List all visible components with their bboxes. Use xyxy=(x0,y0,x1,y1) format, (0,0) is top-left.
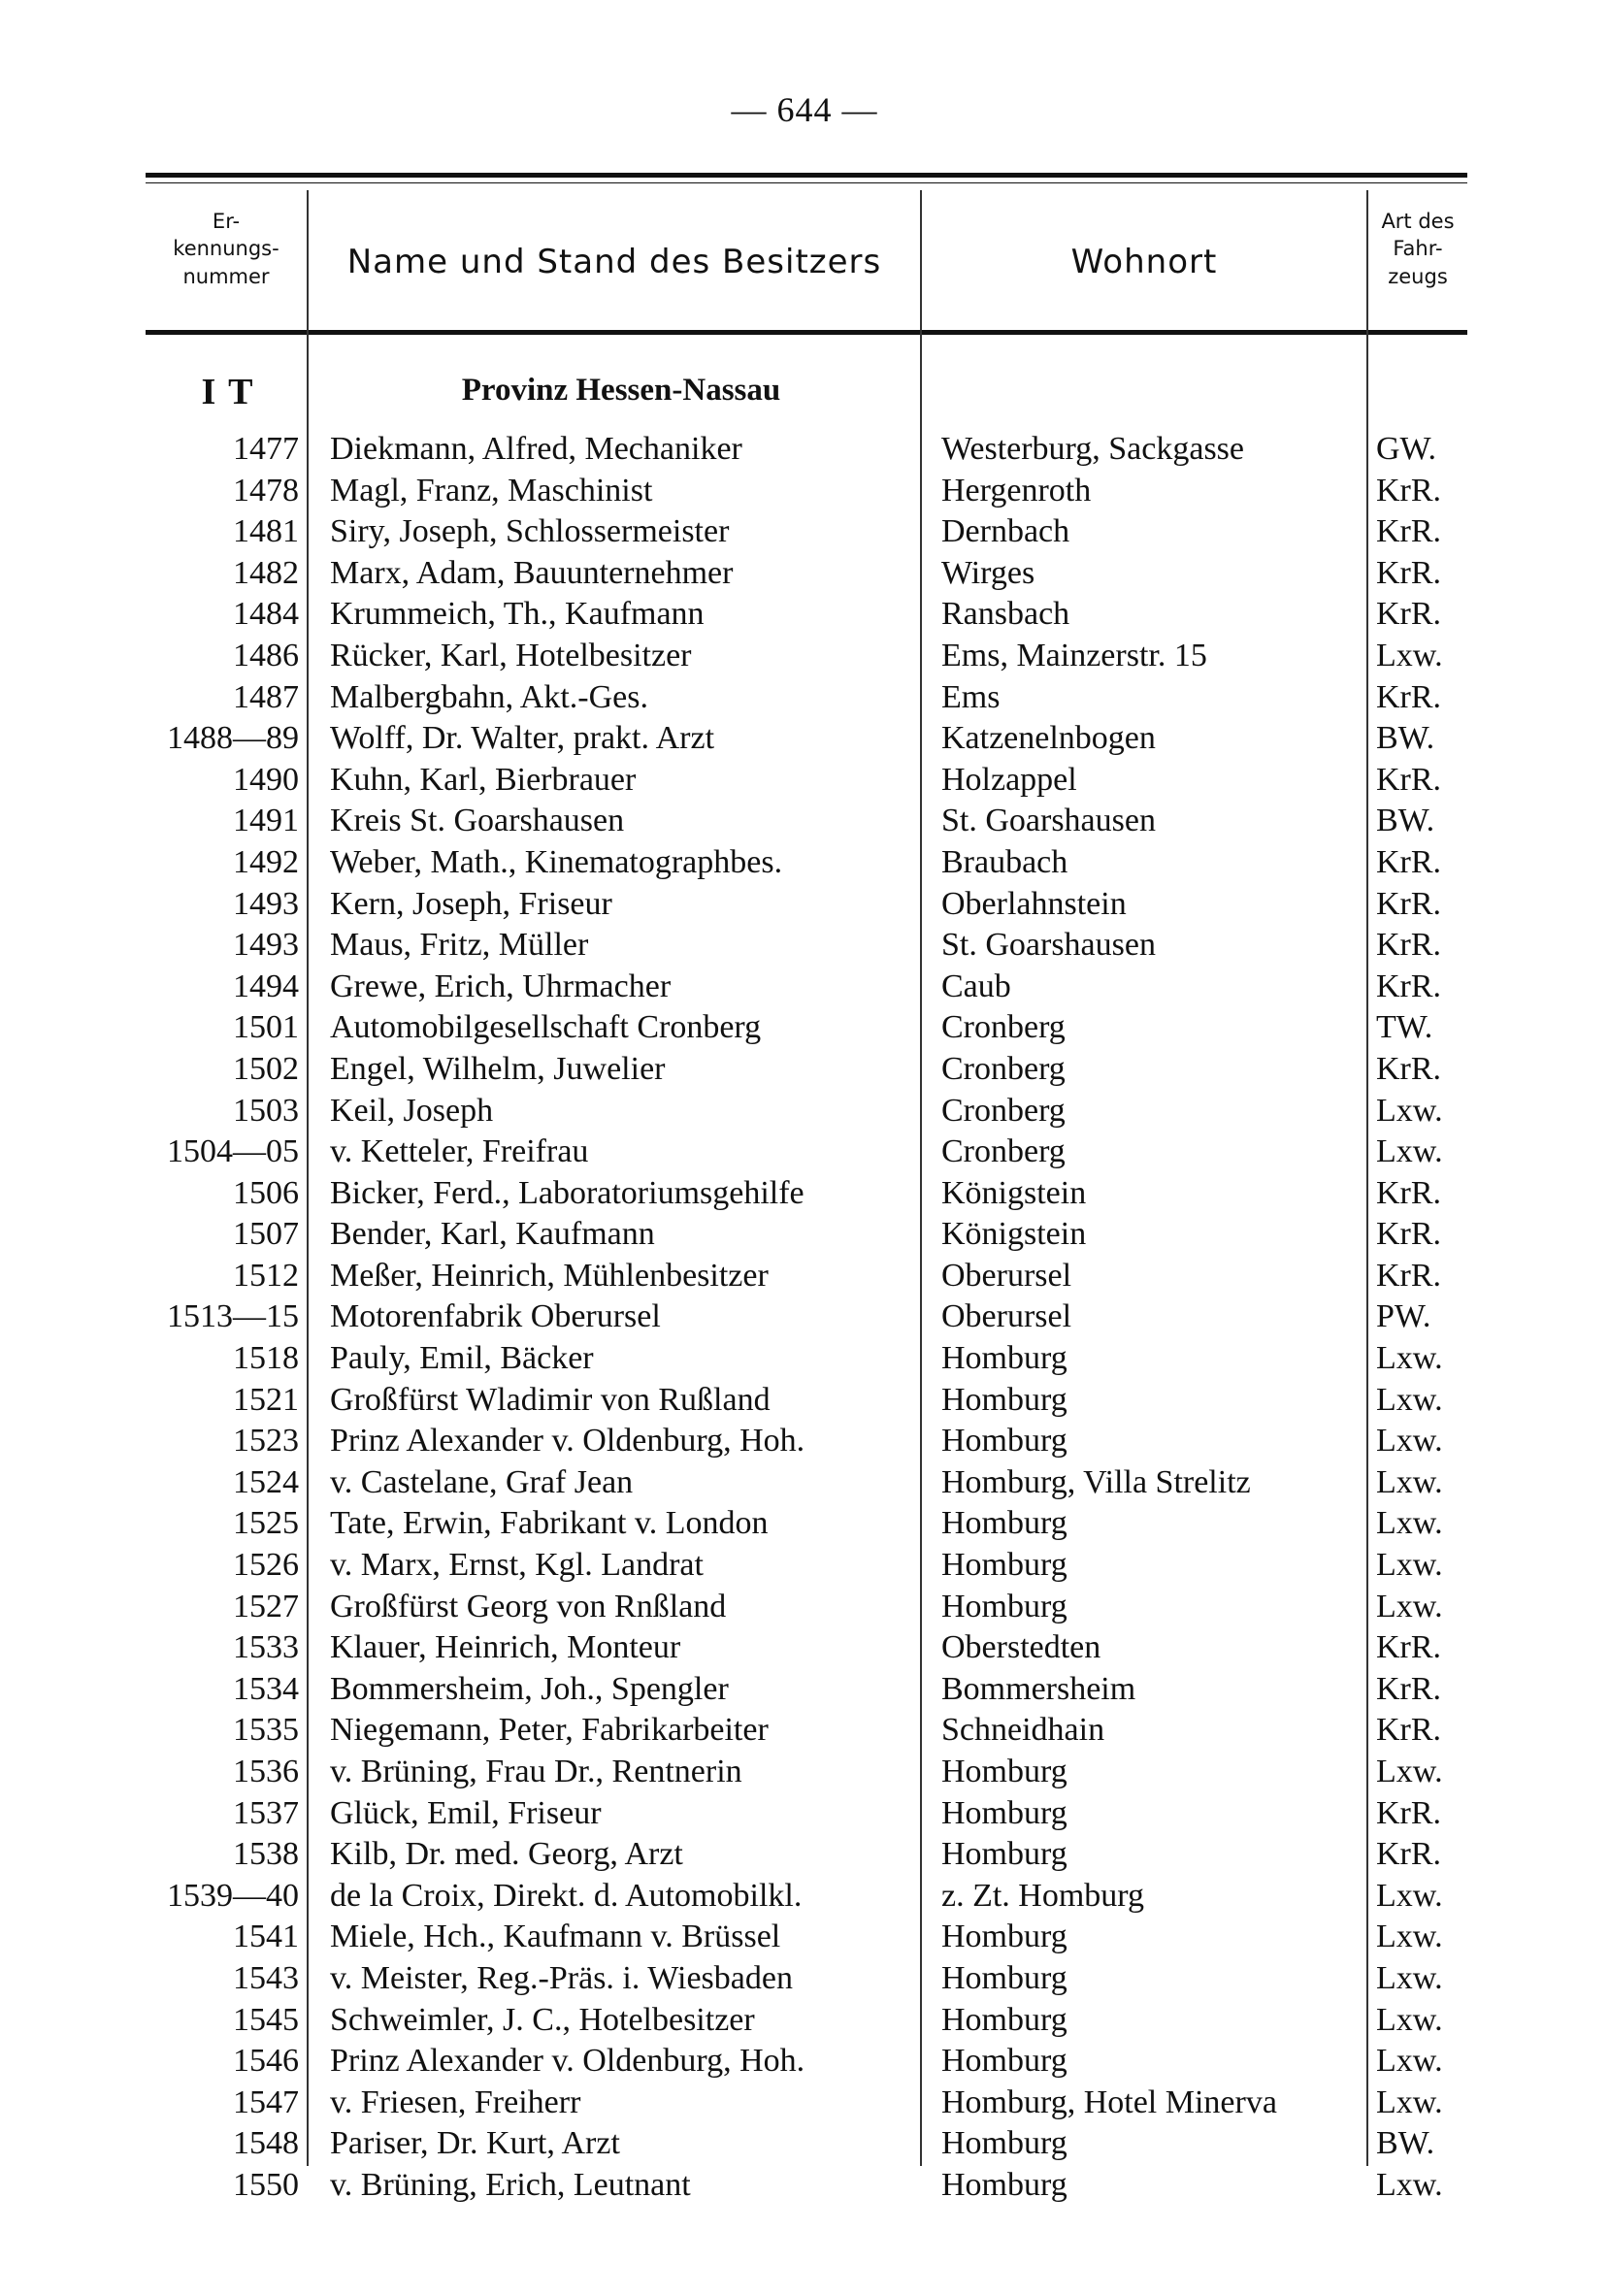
owner-name: Großfürst Wladimir von Rußland xyxy=(330,1381,771,1418)
registration-number: 1526 xyxy=(233,1547,299,1584)
header-number-column xyxy=(146,208,307,290)
table-row xyxy=(0,884,1609,926)
table-row xyxy=(0,1958,1609,2000)
owner-name: v. Meister, Reg.-Präs. i. Wiesbaden xyxy=(330,1959,793,1996)
owner-name: Weber, Math., Kinematographbes. xyxy=(330,843,783,880)
residence: St. Goarshausen xyxy=(941,803,1156,839)
residence: Oberursel xyxy=(941,1257,1072,1294)
registration-number: 1539—40 xyxy=(167,1877,299,1914)
vehicle-type: Lxw. xyxy=(1376,1547,1443,1584)
residence: Ems, Mainzerstr. 15 xyxy=(941,637,1207,673)
owner-name: Bommersheim, Joh., Spengler xyxy=(330,1670,729,1707)
registration-number: 1538 xyxy=(233,1836,299,1873)
owner-name: v. Brüning, Erich, Leutnant xyxy=(330,2166,691,2203)
residence: Westerburg, Sackgasse xyxy=(941,431,1244,467)
header-number-line-3: nummer xyxy=(182,264,270,288)
registration-number: 1507 xyxy=(233,1216,299,1253)
registration-number: 1524 xyxy=(233,1463,299,1500)
vehicle-type: Lxw. xyxy=(1376,2166,1443,2203)
vehicle-type: BW. xyxy=(1376,2125,1435,2162)
table-row xyxy=(0,1380,1609,1422)
owner-name: Bender, Karl, Kaufmann xyxy=(330,1216,655,1253)
registration-number: 1491 xyxy=(233,803,299,839)
registration-number: 1518 xyxy=(233,1340,299,1377)
owner-name: v. Brüning, Frau Dr., Rentnerin xyxy=(330,1754,742,1789)
residence: Homburg xyxy=(941,2043,1067,2080)
owner-name: Diekmann, Alfred, Mechaniker xyxy=(330,431,742,467)
residence: Homburg xyxy=(941,1381,1067,1418)
vehicle-type: Lxw. xyxy=(1376,1877,1443,1914)
vehicle-type: KrR. xyxy=(1376,554,1442,591)
section-title: Provinz Hessen-Nassau xyxy=(461,373,781,408)
vehicle-type: Lxw. xyxy=(1376,1919,1443,1955)
table-row xyxy=(0,1834,1609,1876)
table-row xyxy=(0,1503,1609,1545)
header-type-column xyxy=(1368,208,1467,290)
table-row xyxy=(0,1917,1609,1958)
vehicle-type: KrR. xyxy=(1376,1836,1442,1873)
header-top-rule-thin xyxy=(146,182,1467,183)
vehicle-type: Lxw. xyxy=(1376,1463,1443,1500)
residence: Cronberg xyxy=(941,1009,1066,1046)
table-row xyxy=(0,1421,1609,1462)
registration-number: 1486 xyxy=(233,637,299,673)
owner-name: Kuhn, Karl, Bierbrauer xyxy=(330,761,637,798)
registration-number: 1487 xyxy=(233,678,299,715)
table-row xyxy=(0,801,1609,842)
vehicle-type: KrR. xyxy=(1376,885,1442,922)
registration-number: 1512 xyxy=(233,1257,299,1294)
table-row xyxy=(0,1173,1609,1215)
owner-name: Meßer, Heinrich, Mühlenbesitzer xyxy=(330,1257,769,1294)
table-row xyxy=(0,636,1609,677)
registration-number: 1490 xyxy=(233,761,299,798)
owner-name: Grewe, Erich, Uhrmacher xyxy=(330,968,672,1004)
vehicle-type: Lxw. xyxy=(1376,1340,1443,1377)
owner-name: Keil, Joseph xyxy=(330,1092,494,1129)
residence: Oberstedten xyxy=(941,1629,1101,1666)
owner-name: Maus, Fritz, Müller xyxy=(330,927,589,964)
owner-name: Automobilgesellschaft Cronberg xyxy=(330,1009,762,1046)
registration-number: 1503 xyxy=(233,1092,299,1129)
residence: Wirges xyxy=(941,554,1035,591)
residence: Homburg xyxy=(941,1340,1067,1377)
owner-name: Kern, Joseph, Friseur xyxy=(330,885,612,922)
header-top-rule xyxy=(146,173,1467,178)
residence: Homburg, Villa Strelitz xyxy=(941,1463,1251,1500)
residence: Braubach xyxy=(941,843,1068,880)
owner-name: Schweimler, J. C., Hotelbesitzer xyxy=(330,2001,755,2038)
table-row xyxy=(0,1132,1609,1173)
table-row xyxy=(0,2000,1609,2042)
table-row xyxy=(0,760,1609,802)
table-row xyxy=(0,1091,1609,1132)
table-row xyxy=(0,553,1609,595)
table-row xyxy=(0,1669,1609,1711)
owner-name: Prinz Alexander v. Oldenburg, Hoh. xyxy=(330,1423,805,1460)
table-row xyxy=(0,471,1609,512)
header-type-line-3: zeugs xyxy=(1388,264,1448,288)
registration-number: 1477 xyxy=(233,431,299,467)
header-number-line-1: Er- xyxy=(212,210,241,233)
section-code: I T xyxy=(201,372,255,412)
registration-number: 1504—05 xyxy=(167,1133,299,1170)
owner-name: Niegemann, Peter, Fabrikarbeiter xyxy=(330,1712,769,1749)
vehicle-type: BW. xyxy=(1376,803,1435,839)
vehicle-type: KrR. xyxy=(1376,927,1442,964)
table-row xyxy=(0,1545,1609,1587)
owner-name: v. Ketteler, Freifrau xyxy=(330,1133,589,1170)
vehicle-type: KrR. xyxy=(1376,843,1442,880)
owner-name: Klauer, Heinrich, Monteur xyxy=(330,1629,681,1666)
table-row xyxy=(0,1627,1609,1669)
residence: Ems xyxy=(941,678,1001,715)
residence: Ransbach xyxy=(941,596,1070,633)
vehicle-type: KrR. xyxy=(1376,1712,1442,1749)
residence: Oberursel xyxy=(941,1298,1072,1335)
table-row xyxy=(0,1462,1609,1504)
table-row xyxy=(0,2165,1609,2207)
vehicle-type: KrR. xyxy=(1376,1174,1442,1211)
registration-number: 1543 xyxy=(233,1959,299,1996)
table-row xyxy=(0,842,1609,884)
header-name-column: Name und Stand des Besitzers xyxy=(346,243,882,281)
registry-table-body xyxy=(0,429,1609,2207)
vehicle-type: TW. xyxy=(1376,1009,1433,1046)
vehicle-type: GW. xyxy=(1376,431,1437,467)
owner-name: Pauly, Emil, Bäcker xyxy=(330,1340,594,1377)
vehicle-type: Lxw. xyxy=(1376,1423,1443,1460)
registration-number: 1502 xyxy=(233,1050,299,1087)
table-row xyxy=(0,1876,1609,1918)
header-bottom-rule xyxy=(146,330,1467,335)
table-row xyxy=(0,2123,1609,2165)
residence: Homburg xyxy=(941,1794,1067,1831)
owner-name: Marx, Adam, Bauunternehmer xyxy=(330,554,734,591)
table-row xyxy=(0,1296,1609,1338)
owner-name: Siry, Joseph, Schlossermeister xyxy=(330,513,730,550)
vehicle-type: Lxw. xyxy=(1376,1959,1443,1996)
registration-number: 1536 xyxy=(233,1754,299,1789)
header-type-line-1: Art des xyxy=(1381,210,1455,233)
owner-name: Krummeich, Th., Kaufmann xyxy=(330,596,705,633)
vehicle-type: Lxw. xyxy=(1376,637,1443,673)
vehicle-type: KrR. xyxy=(1376,968,1442,1004)
registration-number: 1501 xyxy=(233,1009,299,1046)
registration-number: 1523 xyxy=(233,1423,299,1460)
residence: Homburg xyxy=(941,1919,1067,1955)
table-row xyxy=(0,718,1609,760)
table-row xyxy=(0,1587,1609,1628)
registration-number: 1506 xyxy=(233,1174,299,1211)
owner-name: v. Castelane, Graf Jean xyxy=(330,1463,634,1500)
table-row xyxy=(0,1256,1609,1297)
vehicle-type: KrR. xyxy=(1376,1257,1442,1294)
residence: Cronberg xyxy=(941,1092,1066,1129)
registration-number: 1527 xyxy=(233,1588,299,1624)
table-row xyxy=(0,1049,1609,1091)
vehicle-type: PW. xyxy=(1376,1298,1431,1335)
residence: Caub xyxy=(941,968,1011,1004)
table-row xyxy=(0,1710,1609,1752)
owner-name: Engel, Wilhelm, Juwelier xyxy=(330,1050,666,1087)
table-row xyxy=(0,2041,1609,2083)
vehicle-type: Lxw. xyxy=(1376,2083,1443,2120)
vehicle-type: Lxw. xyxy=(1376,2043,1443,2080)
registration-number: 1482 xyxy=(233,554,299,591)
vehicle-type: KrR. xyxy=(1376,513,1442,550)
registration-number: 1481 xyxy=(233,513,299,550)
registration-number: 1545 xyxy=(233,2001,299,2038)
table-row xyxy=(0,511,1609,553)
residence: Königstein xyxy=(941,1216,1087,1253)
owner-name: Motorenfabrik Oberursel xyxy=(330,1298,661,1335)
residence: Bommersheim xyxy=(941,1670,1136,1707)
registration-number: 1533 xyxy=(233,1629,299,1666)
vehicle-type: KrR. xyxy=(1376,678,1442,715)
vehicle-type: Lxw. xyxy=(1376,1133,1443,1170)
table-row xyxy=(0,594,1609,636)
header-type-line-2: Fahr- xyxy=(1393,237,1443,261)
residence: Homburg xyxy=(941,1423,1067,1460)
vehicle-type: KrR. xyxy=(1376,1629,1442,1666)
owner-name: Kreis St. Goarshausen xyxy=(330,803,625,839)
residence: St. Goarshausen xyxy=(941,927,1156,964)
table-row xyxy=(0,2083,1609,2124)
vehicle-type: KrR. xyxy=(1376,1216,1442,1253)
registration-number: 1493 xyxy=(233,927,299,964)
residence: Homburg xyxy=(941,1754,1067,1789)
registration-number: 1493 xyxy=(233,885,299,922)
residence: Homburg, Hotel Minerva xyxy=(941,2083,1277,2120)
vehicle-type: KrR. xyxy=(1376,596,1442,633)
header-number-line-2: kennungs- xyxy=(173,237,279,261)
registration-number: 1541 xyxy=(233,1919,299,1955)
residence: Homburg xyxy=(941,1959,1067,1996)
owner-name: Miele, Hch., Kaufmann v. Brüssel xyxy=(330,1919,781,1955)
registration-number: 1547 xyxy=(233,2083,299,2120)
residence: Königstein xyxy=(941,1174,1087,1211)
registration-number: 1535 xyxy=(233,1712,299,1749)
registration-number: 1492 xyxy=(233,843,299,880)
owner-name: Tate, Erwin, Fabrikant v. London xyxy=(330,1505,769,1542)
registration-number: 1484 xyxy=(233,596,299,633)
owner-name: Wolff, Dr. Walter, prakt. Arzt xyxy=(330,720,715,757)
header-place-column: Wohnort xyxy=(1070,243,1218,281)
vehicle-type: Lxw. xyxy=(1376,1754,1443,1789)
residence: Homburg xyxy=(941,1505,1067,1542)
residence: Homburg xyxy=(941,2166,1067,2203)
table-row xyxy=(0,925,1609,967)
vehicle-type: BW. xyxy=(1376,720,1435,757)
residence: Homburg xyxy=(941,1588,1067,1624)
registration-number: 1478 xyxy=(233,472,299,508)
vehicle-type: KrR. xyxy=(1376,1050,1442,1087)
table-row xyxy=(0,1338,1609,1380)
owner-name: Prinz Alexander v. Oldenburg, Hoh. xyxy=(330,2043,805,2080)
owner-name: Malbergbahn, Akt.-Ges. xyxy=(330,678,648,715)
owner-name: Glück, Emil, Friseur xyxy=(330,1794,602,1831)
owner-name: Magl, Franz, Maschinist xyxy=(330,472,653,508)
registration-number: 1525 xyxy=(233,1505,299,1542)
residence: Oberlahnstein xyxy=(941,885,1127,922)
registration-number: 1521 xyxy=(233,1381,299,1418)
vehicle-type: Lxw. xyxy=(1376,1381,1443,1418)
vehicle-type: Lxw. xyxy=(1376,1505,1443,1542)
vehicle-type: KrR. xyxy=(1376,472,1442,508)
registration-number: 1494 xyxy=(233,968,299,1004)
residence: Homburg xyxy=(941,2125,1067,2162)
registration-number: 1548 xyxy=(233,2125,299,2162)
owner-name: Pariser, Dr. Kurt, Arzt xyxy=(330,2125,620,2162)
residence: Hergenroth xyxy=(941,472,1092,508)
table-row xyxy=(0,967,1609,1008)
owner-name: v. Marx, Ernst, Kgl. Landrat xyxy=(330,1547,704,1584)
registration-number: 1488—89 xyxy=(167,720,299,757)
owner-name: Kilb, Dr. med. Georg, Arzt xyxy=(330,1836,683,1873)
table-row xyxy=(0,1752,1609,1793)
owner-name: Rücker, Karl, Hotelbesitzer xyxy=(330,637,692,673)
residence: Homburg xyxy=(941,2001,1067,2038)
owner-name: de la Croix, Direkt. d. Automobilkl. xyxy=(330,1877,803,1914)
residence: Cronberg xyxy=(941,1050,1066,1087)
table-row xyxy=(0,429,1609,471)
residence: Dernbach xyxy=(941,513,1070,550)
residence: Cronberg xyxy=(941,1133,1066,1170)
residence: Homburg xyxy=(941,1547,1067,1584)
owner-name: v. Friesen, Freiherr xyxy=(330,2083,581,2120)
registration-number: 1546 xyxy=(233,2043,299,2080)
vehicle-type: KrR. xyxy=(1376,761,1442,798)
registration-number: 1550 xyxy=(233,2166,299,2203)
vehicle-type: KrR. xyxy=(1376,1670,1442,1707)
residence: Schneidhain xyxy=(941,1712,1105,1749)
vehicle-type: Lxw. xyxy=(1376,1092,1443,1129)
residence: z. Zt. Homburg xyxy=(941,1877,1145,1914)
table-row xyxy=(0,1214,1609,1256)
vehicle-type: Lxw. xyxy=(1376,1588,1443,1624)
registration-number: 1537 xyxy=(233,1794,299,1831)
owner-name: Großfürst Georg von Rnßland xyxy=(330,1588,727,1624)
table-row xyxy=(0,677,1609,719)
page-number: — 644 — xyxy=(731,90,878,129)
table-row xyxy=(0,1007,1609,1049)
vehicle-type: Lxw. xyxy=(1376,2001,1443,2038)
residence: Katzenelnbogen xyxy=(941,720,1156,757)
residence: Holzappel xyxy=(941,761,1077,798)
vehicle-type: KrR. xyxy=(1376,1794,1442,1831)
residence: Homburg xyxy=(941,1836,1067,1873)
registration-number: 1534 xyxy=(233,1670,299,1707)
table-row xyxy=(0,1793,1609,1835)
owner-name: Bicker, Ferd., Laboratoriumsgehilfe xyxy=(330,1174,804,1211)
registration-number: 1513—15 xyxy=(167,1298,299,1335)
